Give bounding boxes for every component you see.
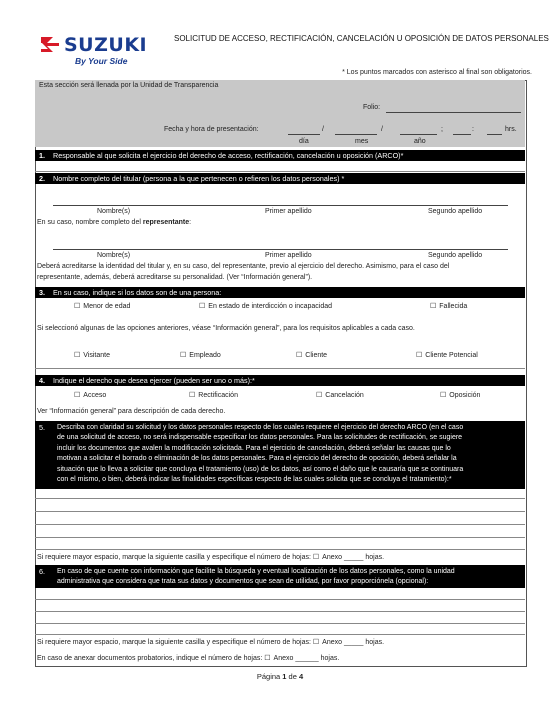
section-5-line: con el mismo, o bien, deberá indicar las finalidades específicas respecto de las cuales solicita que se concluya el tratamiento):*	[57, 476, 452, 484]
representative-label	[37, 219, 191, 226]
section-3-header	[35, 287, 525, 298]
section-5-line: incluir los documentos que avalen la modificación solicitada. Para el ejercicio de cancelación, deberá señalar las causas que lo	[57, 444, 451, 452]
page-number	[0, 672, 560, 681]
rep-first-surname-label: Primer apellido	[265, 252, 312, 259]
checkbox-employee[interactable]: ☐ Empleado	[180, 351, 221, 359]
required-note: * Los puntos marcados con asterisco al final son obligatorios.	[342, 69, 532, 76]
checkbox-proof-annex[interactable]: ☐ Anexo ______ hojas.	[264, 655, 339, 662]
transparency-section	[35, 80, 525, 147]
section-6-text	[35, 565, 525, 588]
minute-field[interactable]	[487, 134, 502, 135]
request-line[interactable]	[35, 511, 525, 512]
section-number: 3.	[39, 288, 45, 297]
space-note: Si requiere mayor espacio, marque la siguiente casilla y especifique el número de hojas:	[37, 639, 311, 646]
date-separator: /	[322, 126, 324, 133]
first-name-label: Nombre(s)	[97, 208, 131, 215]
brand-name: SUZUKI	[64, 34, 148, 56]
checkbox-annex[interactable]: ☐ Anexo _____ hojas.	[313, 639, 384, 646]
time-separator: ;	[441, 126, 443, 133]
section-6-line: En caso de que cuente con información que facilite la búsqueda y eventual localización de los datos personales, como la unidad	[57, 568, 455, 575]
checkbox-potential-client[interactable]: ☐ Cliente Potencial	[416, 351, 478, 359]
checkbox-rectification[interactable]: ☐ Rectificación	[189, 391, 238, 399]
page-mid: de	[286, 672, 299, 681]
checkbox-deceased[interactable]: ☐ Fallecida	[430, 302, 467, 310]
brand-tagline: By Your Side	[75, 56, 128, 66]
section-6-line: administrativa que considera que trata sus datos y documentos que sean de utilidad, por favor proporciónela (opcional):	[57, 578, 429, 586]
section-3-note: Si seleccionó algunas de las opciones anteriores, véase “Información general”, para los requisitos aplicables a cada caso.	[37, 325, 415, 332]
divider	[35, 368, 525, 369]
request-line[interactable]	[35, 498, 525, 499]
checkbox-client[interactable]: ☐ Cliente	[296, 351, 327, 359]
request-line[interactable]	[35, 537, 525, 538]
checkbox-cancellation[interactable]: ☐ Cancelación	[316, 391, 364, 399]
representative-name-field[interactable]	[53, 249, 508, 250]
time-separator: :	[472, 126, 474, 133]
section-1-header	[35, 150, 525, 161]
section-6-header	[35, 565, 525, 588]
section-number: 2.	[39, 174, 45, 183]
section-5-line: motivan a solicitar el borrado o eliminación de los datos personales. Para el ejercicio del derecho de oposición, deberá señalar la	[57, 455, 457, 463]
checkbox-minor[interactable]: ☐ Menor de edad	[74, 302, 130, 310]
info-line[interactable]	[35, 611, 525, 612]
folio-label: Folio:	[363, 104, 381, 111]
month-label: mes	[355, 138, 369, 145]
info-line[interactable]	[35, 634, 525, 635]
section-2-header	[35, 173, 525, 184]
checkbox-visitor[interactable]: ☐ Visitante	[74, 351, 110, 359]
holder-name-field[interactable]	[53, 205, 508, 206]
section-6-extra-space	[37, 638, 384, 646]
section-5-extra-space	[37, 553, 384, 561]
page-prefix: Página	[256, 672, 283, 681]
checkbox-access[interactable]: ☐ Acceso	[74, 391, 106, 399]
current-page: 1	[282, 672, 287, 681]
identity-note: representante, además, deberá acreditarse su personalidad. (Ver “Información general”).	[37, 274, 313, 281]
second-surname-label: Segundo apellido	[428, 208, 483, 215]
suzuki-logo-icon	[38, 34, 62, 56]
day-label: día	[299, 138, 309, 145]
hrs-label: hrs.	[505, 126, 517, 133]
section-number: 4.	[39, 376, 45, 385]
section-4-header	[35, 375, 525, 386]
section-title: Nombre completo del titular (persona a la que pertenecen o refieren los datos personales) *	[53, 174, 345, 183]
transparency-heading: Esta sección será llenada por la Unidad de Transparencia	[39, 82, 219, 89]
section-4-note: Ver “Información general” para descripción de cada derecho.	[37, 408, 226, 415]
rep-second-surname-label: Segundo apellido	[428, 252, 483, 259]
day-field[interactable]	[288, 134, 320, 135]
section-title: Responsable al que solicita el ejercicio del derecho de acceso, rectificación, cancelación u oposición (ARCO)*	[53, 151, 404, 160]
section-5-line: Describa con claridad su solicitud y los datos personales respecto de los cuales requiere el ejercicio del derecho ARCO (en el caso	[57, 424, 464, 431]
info-line[interactable]	[35, 623, 525, 624]
checkbox-annex[interactable]: ☐ Anexo _____ hojas.	[313, 554, 384, 561]
proof-note: En caso de anexar documentos probatorios, indique el número de hojas:	[37, 655, 263, 662]
section-5-line: situación que lo lleva a solicitar que concluya el tratamiento (uso) de los datos, así como el daño que le causaría que se continuara	[57, 465, 464, 473]
hour-field[interactable]	[453, 134, 471, 135]
year-label: año	[414, 138, 426, 145]
section-5-text	[35, 421, 525, 485]
request-line[interactable]	[35, 524, 525, 525]
section-1-field[interactable]	[35, 171, 525, 172]
section-title: Indique el derecho que desea ejercer (pueden ser uno o más):*	[53, 376, 255, 385]
section-title: En su caso, indique si los datos son de una persona:	[53, 288, 222, 297]
year-field[interactable]	[400, 134, 437, 135]
date-separator: /	[381, 126, 383, 133]
proof-docs-note	[37, 654, 339, 662]
info-line[interactable]	[35, 599, 525, 600]
section-5-line: de una solicitud de acceso, no será indispensable especificar los datos personales. Para las solicitudes de rectificación, se sugiere	[57, 434, 463, 442]
date-label: Fecha y hora de presentación:	[164, 126, 259, 133]
rep-prefix: En su caso, nombre completo del	[37, 219, 143, 226]
checkbox-opposition[interactable]: ☐ Oposición	[440, 391, 480, 399]
rep-first-name-label: Nombre(s)	[97, 252, 131, 259]
section-5-header	[35, 421, 525, 489]
folio-field[interactable]	[386, 112, 521, 113]
rep-bold: representante	[142, 219, 190, 226]
total-pages: 4	[298, 672, 304, 681]
checkbox-interdiction[interactable]: ☐ En estado de interdicción o incapacidad	[199, 302, 332, 310]
section-number: 5.	[39, 423, 45, 432]
first-surname-label: Primer apellido	[265, 208, 312, 215]
identity-note: Deberá acreditarse la identidad del titular y, en su caso, del representante, previo al ejercicio del derecho. Asimismo, para el caso del	[37, 263, 450, 270]
rep-suffix: :	[189, 219, 192, 226]
section-number: 6.	[39, 567, 45, 576]
document-title: SOLICITUD DE ACCESO, RECTIFICACIÓN, CANCELACIÓN U OPOSICIÓN DE DATOS PERSONALES	[174, 34, 549, 43]
section-number: 1.	[39, 151, 45, 160]
request-line[interactable]	[35, 549, 525, 550]
month-field[interactable]	[335, 134, 377, 135]
space-note: Si requiere mayor espacio, marque la siguiente casilla y especifique el número de hojas:	[37, 554, 311, 561]
